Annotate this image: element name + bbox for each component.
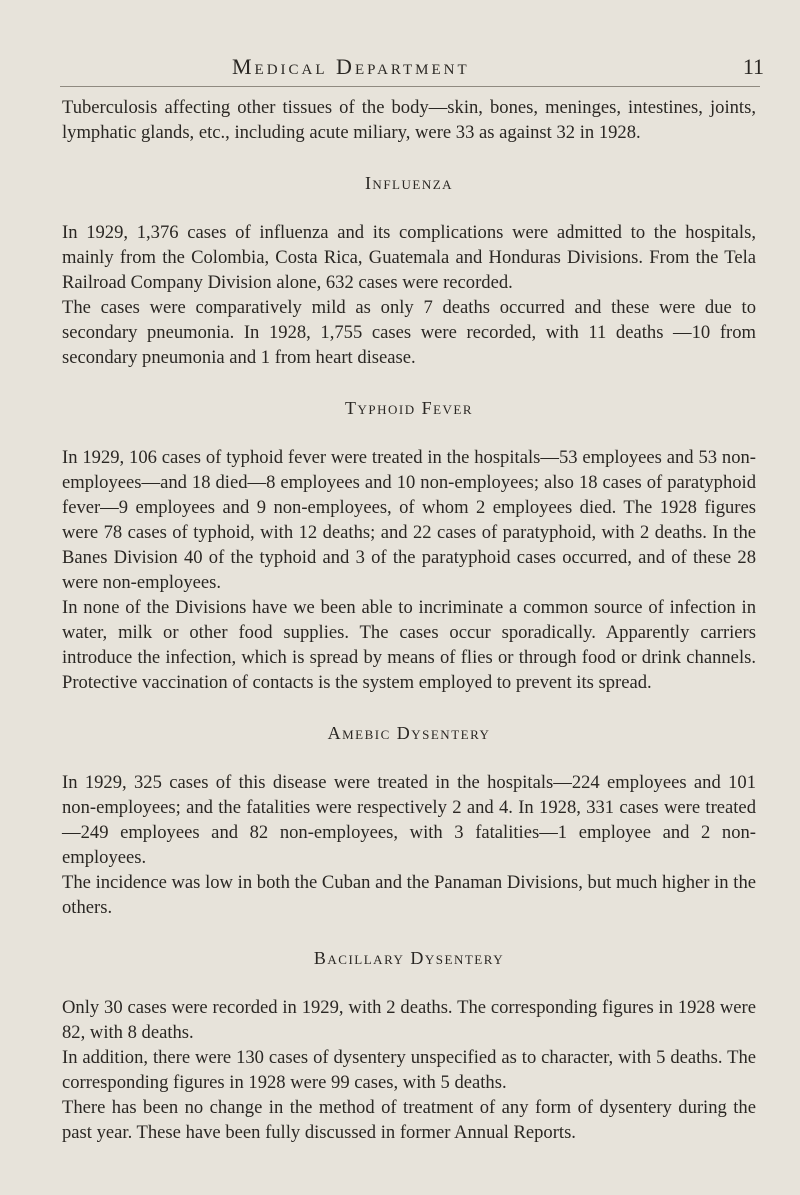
paragraph: In 1929, 106 cases of typhoid fever were treated in the hospitals—53 employees and 53 non-employees—and 18 died—8 employees and 10 non-employees; also 18 cases of paratyphoid fever—9 employees and 9 non-employees, of whom 2 employees died. The 1928 figures were 78 cases of typhoid, with 12 deaths; and 22 cases of paratyphoid, with 2 deaths. In the Banes Division 40 of the typhoid and 3 of the paratyphoid cases occurred, and of these 28 were non-employees.: [62, 447, 756, 593]
paragraph: In 1929, 1,376 cases of influenza and its complications were admitted to the hospitals, mainly from the Colombia, Costa Rica, Guatemala and Honduras Divisions. From the Tela Railroad Company Division alone, 632 cases were recorded.: [62, 222, 756, 293]
heading-amebic-dysentery: Amebic Dysentery: [327, 723, 491, 743]
heading-bacillary-dysentery: Bacillary Dysentery: [313, 948, 505, 968]
paragraph: The incidence was low in both the Cuban and the Panaman Divisions, but much higher in the others.: [62, 872, 756, 918]
paragraph-tuberculosis: Tuberculosis affecting other tissues of the body—skin, bones, meninges, intestines, joints, lymphatic glands, etc., including acute miliary, were 33 as against 32 in 1928.: [62, 97, 756, 143]
running-head: [232, 54, 764, 82]
paragraph: Only 30 cases were recorded in 1929, with 2 deaths. The corresponding figures in 1928 were 82, with 8 deaths.: [62, 997, 756, 1043]
document-body: [62, 95, 756, 1145]
paragraph: In none of the Divisions have we been able to incriminate a common source of infection in water, milk or other food supplies. The cases occur sporadically. Apparently carriers introduce the infection, which is spread by means of flies or through food or drink channels. Protective vaccination of contacts is the system employed to prevent its spread.: [62, 597, 756, 693]
header-rule: [60, 86, 760, 87]
page-number: 11: [742, 54, 764, 79]
heading-typhoid-fever: Typhoid Fever: [344, 398, 474, 418]
paragraph: The cases were comparatively mild as only 7 deaths occurred and these were due to secondary pneumonia. In 1928, 1,755 cases were recorded, with 11 deaths —10 from secondary pneumonia and 1 from heart disease.: [62, 297, 756, 368]
heading-influenza: Influenza: [364, 173, 454, 193]
paragraph: In addition, there were 130 cases of dysentery unspecified as to character, with 5 deaths. The corresponding figures in 1928 were 99 cases, with 5 deaths.: [62, 1047, 756, 1093]
running-title: Medical Department: [232, 54, 470, 79]
paragraph: There has been no change in the method of treatment of any form of dysentery during the past year. These have been fully discussed in former Annual Reports.: [62, 1097, 756, 1143]
paragraph: In 1929, 325 cases of this disease were treated in the hospitals—224 employees and 101 non-employees; and the fatalities were respectively 2 and 4. In 1928, 331 cases were treated—249 employees and 82 non-employees, with 3 fatalities—1 employee and 2 non-employees.: [62, 772, 756, 868]
